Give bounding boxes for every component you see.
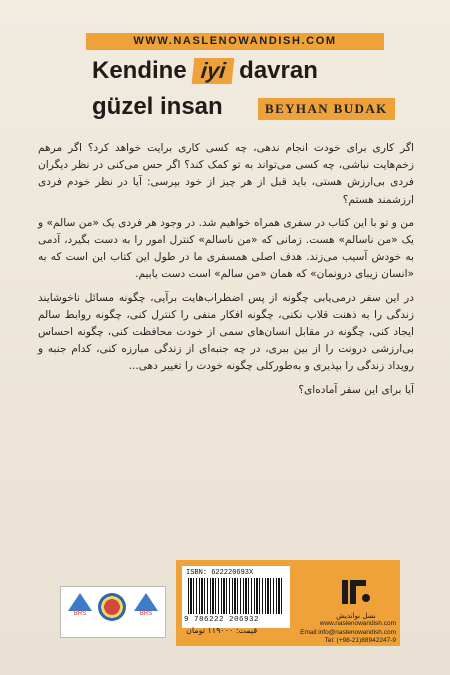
blurb-text xyxy=(38,140,414,399)
website-banner: WWW.NASLENOWANDISH.COM xyxy=(86,33,384,50)
publisher-name: نسل نواندیش xyxy=(336,612,376,620)
price-label: قیمت: ۱۱۹۰۰۰ تومان xyxy=(186,626,258,635)
phone-text: Tel: (+98-21)88942247-9 xyxy=(324,637,396,645)
author-name: BEYHAN BUDAK xyxy=(258,98,395,120)
badge-label: BRS xyxy=(139,611,153,617)
blurb-paragraph: من و تو با این کتاب در سفری همراه خواهیم شد. در وجود هر فردی یک «من سالم» و یک «من ناسالم» هست. زمانی که «من ناسالم» کنترل امور را به دست بگیرد، آدمی به خودش آسیب می‌زند. هدف اصلی همسفری ما در طول این کتاب این است که به «انسان زیبای درونمان» که همان «من سالم» است دست یابیم. xyxy=(38,216,414,281)
triangle-icon xyxy=(134,593,158,611)
isbn-label: ISBN: 622220693X xyxy=(186,569,254,577)
email-text: Email:info@naslenowandish.com xyxy=(300,628,396,636)
certification-badges xyxy=(60,586,166,638)
triangle-icon xyxy=(68,593,92,611)
title-line-2: güzel insan xyxy=(92,93,223,120)
blurb-paragraph: اگر کاری برای خودت انجام ندهی، چه کسی کاری برایت خواهد کرد؟ اگر مرهم زخم‌هایت نباشی، چه کسی می‌تواند به تو کمک کند؟ اگر حس می‌کنی در نظر دیگران فردی بی‌ارزش هستی، باید قبل از هر چیز از خود بپرسی: آیا در نظر خودم فردی ارزشمند هستم؟ xyxy=(38,142,414,206)
barcode-digits: 9 786222 206932 xyxy=(184,616,260,624)
title-highlight-iyi: iyi xyxy=(191,58,234,84)
brs-badge-left xyxy=(65,591,95,621)
blurb-paragraph: در این سفر درمی‌یابی چگونه از پس اضطراب‌هایت برآیی، چگونه مسائل ناخوشایند زندگی را به ذهنت قلاب نکنی، چگونه افکار منفی را کنترل کنی، چگونه روابط سالم ایجاد کنی، چگونه در مقابل انسان‌های سمی از خودت محافظت کنی، چگونه احساس بی‌ارزشی درونت را از بین ببری، در چه جنبه‌ای از زندگی مبارزه کنی، کدام جنبه و رویداد زندگی را بپذیری و به‌طورکلی چگونه خودت را تغییر دهی... xyxy=(38,291,414,373)
seal-icon xyxy=(98,593,126,621)
brs-badge-right xyxy=(131,591,161,621)
title-word-davran: davran xyxy=(239,56,318,84)
publisher-contacts xyxy=(296,620,396,646)
title-line-1 xyxy=(92,56,318,85)
blurb-question: آیا برای این سفر آماده‌ای؟ xyxy=(298,383,414,396)
barcode-icon xyxy=(188,578,284,614)
publisher-logo-icon xyxy=(336,572,376,612)
badge-label: BRS xyxy=(73,611,87,617)
title-word-kendine: Kendine xyxy=(92,56,187,84)
website-text: www.naslenowandish.com xyxy=(319,620,396,627)
publisher-strip xyxy=(176,560,400,646)
barcode-panel xyxy=(182,566,290,628)
